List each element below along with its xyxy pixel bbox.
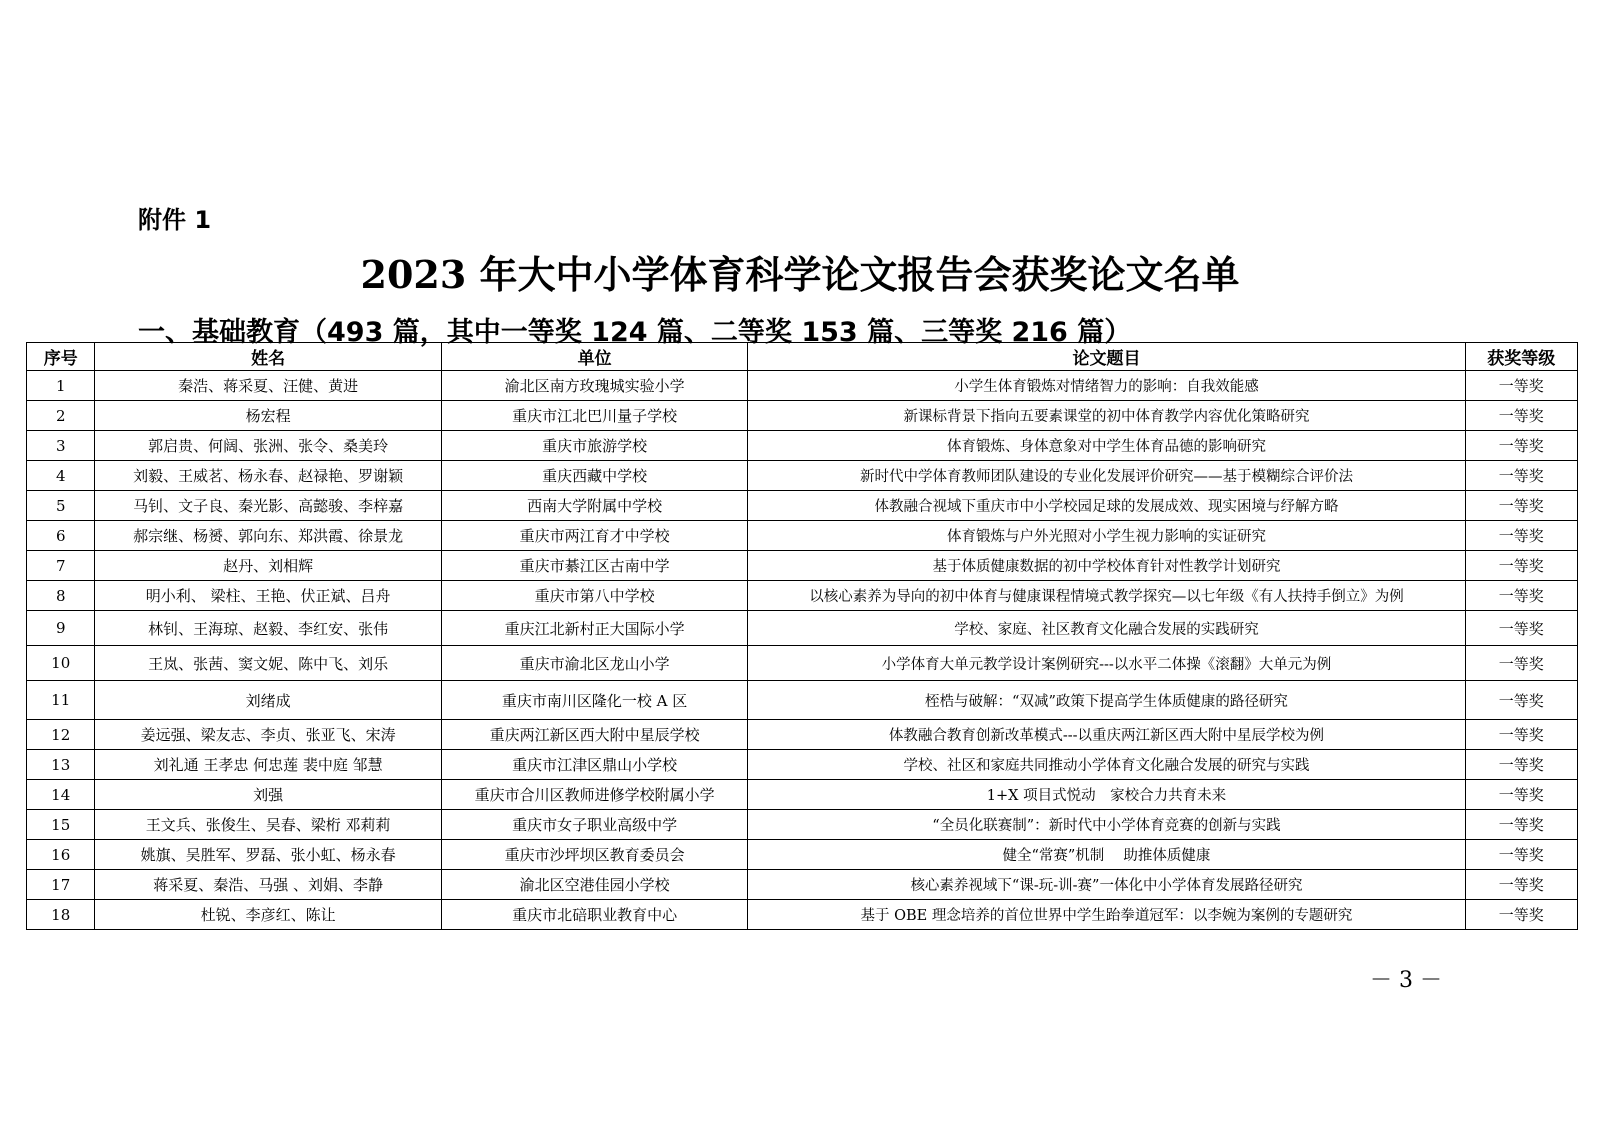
cell-names: 郝宗继、杨赟、郭向东、郑洪霞、徐景龙: [95, 521, 441, 551]
cell-no: 7: [27, 551, 95, 581]
table-row: [27, 521, 1578, 551]
cell-topic: 健全“常赛”机制 助推体质健康: [748, 840, 1465, 870]
table-row: [27, 870, 1578, 900]
cell-topic: 核心素养视域下“课-玩-训-赛”一体化中小学体育发展路径研究: [748, 870, 1465, 900]
section-heading: 一、基础教育（493 篇，其中一等奖 124 篇、二等奖 153 篇、三等奖 216 篇）: [138, 317, 1132, 348]
cell-topic: 体教融合视域下重庆市中小学校园足球的发展成效、现实困境与纾解方略: [748, 491, 1465, 521]
cell-no: 4: [27, 461, 95, 491]
cell-names: 杜锐、李彦红、陈让: [95, 900, 441, 930]
cell-names: 姚旗、吴胜军、罗磊、张小虹、杨永春: [95, 840, 441, 870]
header-names: 姓名: [95, 343, 441, 371]
cell-topic: 学校、家庭、社区教育文化融合发展的实践研究: [748, 611, 1465, 646]
cell-unit: 重庆市綦江区古南中学: [441, 551, 748, 581]
cell-names: 王文兵、张俊生、吴春、梁桁 邓莉莉: [95, 810, 441, 840]
cell-award: 一等奖: [1465, 750, 1577, 780]
cell-award: 一等奖: [1465, 491, 1577, 521]
table-row: [27, 371, 1578, 401]
cell-topic: 体育锻炼与户外光照对小学生视力影响的实证研究: [748, 521, 1465, 551]
cell-unit: 西南大学附属中学校: [441, 491, 748, 521]
cell-unit: 重庆市渝北区龙山小学: [441, 646, 748, 681]
cell-unit: 重庆市两江育才中学校: [441, 521, 748, 551]
cell-unit: 重庆市第八中学校: [441, 581, 748, 611]
page-number: － 3 －: [1370, 968, 1442, 993]
table-row: [27, 431, 1578, 461]
table-row: [27, 551, 1578, 581]
document-title: 2023 年大中小学体育科学论文报告会获奖论文名单: [360, 252, 1240, 297]
cell-unit: 重庆市江北巴川量子学校: [441, 401, 748, 431]
cell-no: 10: [27, 646, 95, 681]
cell-names: 杨宏程: [95, 401, 441, 431]
cell-no: 6: [27, 521, 95, 551]
cell-no: 11: [27, 681, 95, 720]
cell-unit: 重庆市南川区隆化一校 A 区: [441, 681, 748, 720]
cell-unit: 重庆西藏中学校: [441, 461, 748, 491]
cell-topic: 新时代中学体育教师团队建设的专业化发展评价研究——基于模糊综合评价法: [748, 461, 1465, 491]
cell-names: 蒋采夏、秦浩、马强 、刘娟、李静: [95, 870, 441, 900]
cell-unit: 重庆市北碚职业教育中心: [441, 900, 748, 930]
cell-topic: 小学体育大单元教学设计案例研究---以水平二体操《滚翻》大单元为例: [748, 646, 1465, 681]
cell-topic: 小学生体育锻炼对情绪智力的影响：自我效能感: [748, 371, 1465, 401]
header-topic: 论文题目: [748, 343, 1465, 371]
cell-award: 一等奖: [1465, 521, 1577, 551]
cell-award: 一等奖: [1465, 681, 1577, 720]
cell-unit: 渝北区南方玫瑰城实验小学: [441, 371, 748, 401]
cell-unit: 重庆两江新区西大附中星辰学校: [441, 720, 748, 750]
header-unit: 单位: [441, 343, 748, 371]
cell-no: 17: [27, 870, 95, 900]
cell-award: 一等奖: [1465, 551, 1577, 581]
cell-unit: 重庆市合川区教师进修学校附属小学: [441, 780, 748, 810]
cell-award: 一等奖: [1465, 371, 1577, 401]
cell-no: 9: [27, 611, 95, 646]
cell-topic: 新课标背景下指向五要素课堂的初中体育教学内容优化策略研究: [748, 401, 1465, 431]
cell-award: 一等奖: [1465, 401, 1577, 431]
cell-no: 16: [27, 840, 95, 870]
cell-topic: 1+X 项目式悦动 家校合力共育未来: [748, 780, 1465, 810]
header-no: 序号: [27, 343, 95, 371]
cell-topic: 基于 OBE 理念培养的首位世界中学生跆拳道冠军：以李婉为案例的专题研究: [748, 900, 1465, 930]
cell-award: 一等奖: [1465, 581, 1577, 611]
cell-no: 1: [27, 371, 95, 401]
cell-names: 明小利、 梁柱、王艳、伏正斌、吕舟: [95, 581, 441, 611]
table-row: [27, 780, 1578, 810]
cell-award: 一等奖: [1465, 646, 1577, 681]
cell-award: 一等奖: [1465, 611, 1577, 646]
cell-no: 12: [27, 720, 95, 750]
cell-names: 郭启贵、何阔、张洲、张令、桑美玲: [95, 431, 441, 461]
cell-topic: “全员化联赛制”：新时代中小学体育竞赛的创新与实践: [748, 810, 1465, 840]
cell-topic: 体教融合教育创新改革模式---以重庆两江新区西大附中星辰学校为例: [748, 720, 1465, 750]
table-row: [27, 750, 1578, 780]
cell-names: 马钊、文子良、秦光影、高懿骏、李梓嘉: [95, 491, 441, 521]
cell-no: 15: [27, 810, 95, 840]
cell-no: 14: [27, 780, 95, 810]
table-row: [27, 840, 1578, 870]
cell-topic: 学校、社区和家庭共同推动小学体育文化融合发展的研究与实践: [748, 750, 1465, 780]
cell-no: 5: [27, 491, 95, 521]
cell-names: 林钊、王海琼、赵毅、李红安、张伟: [95, 611, 441, 646]
cell-names: 刘强: [95, 780, 441, 810]
cell-unit: 重庆江北新村正大国际小学: [441, 611, 748, 646]
cell-no: 3: [27, 431, 95, 461]
table-body: [27, 371, 1578, 930]
cell-no: 13: [27, 750, 95, 780]
table-row: [27, 491, 1578, 521]
cell-topic: 以核心素养为导向的初中体育与健康课程情境式教学探究—以七年级《有人扶持手倒立》为例: [748, 581, 1465, 611]
cell-award: 一等奖: [1465, 900, 1577, 930]
cell-names: 刘礼通 王孝忠 何忠莲 裴中庭 邹慧: [95, 750, 441, 780]
cell-award: 一等奖: [1465, 461, 1577, 491]
table-row: [27, 611, 1578, 646]
award-table: [26, 342, 1578, 930]
cell-unit: 重庆市女子职业高级中学: [441, 810, 748, 840]
cell-award: 一等奖: [1465, 810, 1577, 840]
table-header-row: [27, 343, 1578, 371]
cell-topic: 桎梏与破解：“双减”政策下提高学生体质健康的路径研究: [748, 681, 1465, 720]
cell-names: 刘绪成: [95, 681, 441, 720]
cell-award: 一等奖: [1465, 720, 1577, 750]
header-award: 获奖等级: [1465, 343, 1577, 371]
cell-award: 一等奖: [1465, 870, 1577, 900]
table-row: [27, 681, 1578, 720]
cell-names: 秦浩、蒋采夏、汪健、黄进: [95, 371, 441, 401]
table-row: [27, 810, 1578, 840]
table-row: [27, 401, 1578, 431]
cell-unit: 重庆市江津区鼎山小学校: [441, 750, 748, 780]
cell-names: 赵丹、刘相辉: [95, 551, 441, 581]
cell-topic: 基于体质健康数据的初中学校体育针对性教学计划研究: [748, 551, 1465, 581]
cell-award: 一等奖: [1465, 840, 1577, 870]
cell-no: 18: [27, 900, 95, 930]
table-row: [27, 720, 1578, 750]
cell-topic: 体育锻炼、身体意象对中学生体育品德的影响研究: [748, 431, 1465, 461]
cell-award: 一等奖: [1465, 431, 1577, 461]
cell-unit: 重庆市旅游学校: [441, 431, 748, 461]
table-row: [27, 581, 1578, 611]
cell-no: 8: [27, 581, 95, 611]
cell-names: 刘毅、王威茗、杨永春、赵禄艳、罗谢颖: [95, 461, 441, 491]
cell-names: 姜远强、梁友志、李贞、张亚飞、宋涛: [95, 720, 441, 750]
table-row: [27, 646, 1578, 681]
cell-no: 2: [27, 401, 95, 431]
table-row: [27, 461, 1578, 491]
cell-names: 王岚、张茜、窦文妮、陈中飞、刘乐: [95, 646, 441, 681]
cell-unit: 渝北区空港佳园小学校: [441, 870, 748, 900]
cell-unit: 重庆市沙坪坝区教育委员会: [441, 840, 748, 870]
cell-award: 一等奖: [1465, 780, 1577, 810]
attachment-label: 附件 1: [138, 206, 212, 234]
table-row: [27, 900, 1578, 930]
